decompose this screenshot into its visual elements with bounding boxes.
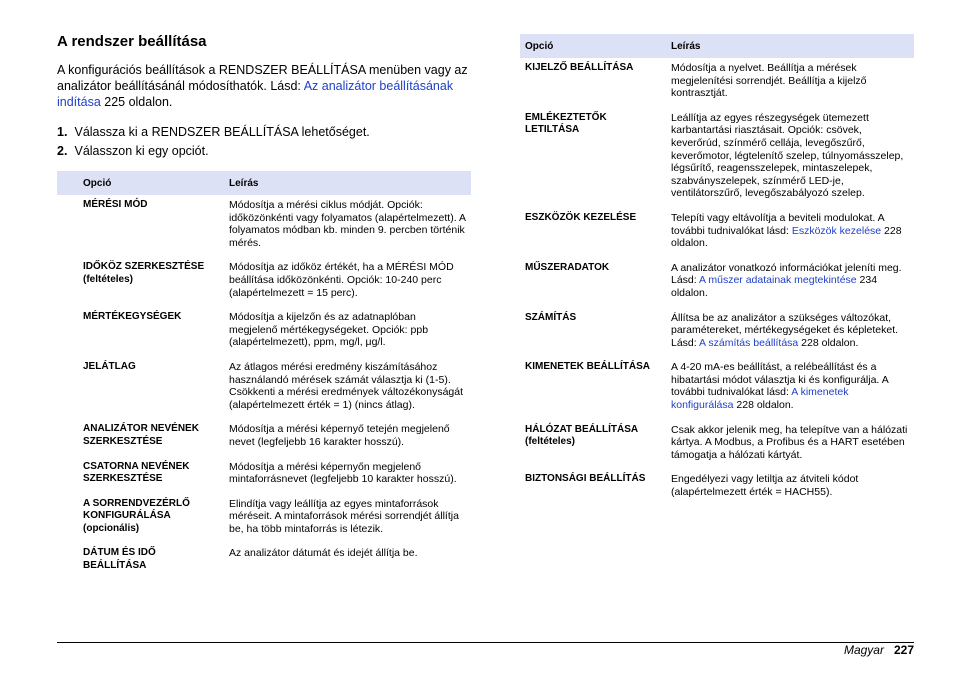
option-description: Engedélyezi vagy letiltja az átviteli kódot (alapértelmezett érték = HACH55).	[671, 473, 859, 499]
option-name: KIJELZŐ BEÁLLÍTÁSA	[525, 62, 634, 73]
option-name: CSATORNA NEVÉNEK SZERKESZTÉSE	[83, 460, 190, 485]
option-description: Módosítja az időköz értékét, ha a MÉRÉSI MÓD beállítása időközönkénti. Opciók: 10-240 perc (alapértelmezett = 15 perc).	[229, 261, 454, 299]
table-row	[520, 357, 914, 419]
table-row	[57, 257, 471, 307]
table-row	[520, 308, 914, 358]
option-description	[666, 258, 914, 308]
options-table-right	[520, 34, 914, 507]
step-text: Válasszon ki egy opciót.	[74, 144, 209, 158]
table-row	[57, 195, 471, 257]
option-description: Az átlagos mérési eredmény kiszámításához használandó mérések számát választja ki (1-5). Csökkenti a mérési eredmények változékonyságát (alapértelmezett érték = 1) (nincs átlag).	[229, 360, 464, 411]
step-text: Válassza ki a RENDSZER BEÁLLÍTÁSA lehetőséget.	[74, 125, 370, 139]
description-text-after: 228 oldalon.	[798, 336, 859, 349]
option-name: A SORRENDVEZÉRLŐ KONFIGURÁLÁSA (opcionális)	[83, 497, 190, 534]
intro-text: A konfigurációs beállítások a RENDSZER BEÁLLÍTÁSA menüben vagy az analizátor beállításánál módosíthatók. Lásd:	[57, 63, 468, 93]
step-number: 2.	[57, 144, 68, 158]
intro-link[interactable]: Az analizátor beállításának indítása	[57, 79, 454, 109]
table-row	[57, 419, 471, 456]
cross-reference-link[interactable]: A számítás beállítása	[699, 336, 799, 349]
description-text-after: 228 oldalon.	[733, 399, 794, 412]
option-description: Az analizátor dátumát és idejét állítja be.	[229, 547, 418, 560]
option-description: Módosítja a nyelvet. Beállítja a mérések megjelenítési sorrendjét. Beállítja a kijelző kontrasztját.	[671, 62, 867, 100]
option-name: MŰSZERADATOK	[525, 261, 610, 273]
table-row	[520, 469, 914, 506]
option-name: KIMENETEK BEÁLLÍTÁSA	[525, 361, 650, 373]
table-row	[57, 457, 471, 494]
cross-reference-link[interactable]: A műszer adatainak megtekintése	[699, 274, 857, 287]
option-name: IDŐKÖZ SZERKESZTÉSE (feltételes)	[83, 261, 205, 285]
description-text: Állítsa be az analizátor a szükséges változókat, paramétereket, mértékegységeket és képleteket. Lásd:	[671, 311, 899, 349]
option-description: Módosítja a kijelzőn és az adatnaplóban megjelenő mértékegységeket. Opciók: ppb (alapértelmezett), ppm, mg/l, μg/l.	[229, 311, 429, 349]
description-text-after: 228 oldalon.	[671, 224, 902, 250]
table-row	[57, 307, 471, 357]
table-row	[520, 208, 914, 258]
option-description: Leállítja az egyes részegységek ütemezett karbantartási riasztásait. Opciók: csövek, keverőrúd, színmérő cellája, levegőszűrő, keverőmotor, légtelenítő szelep, túlnyomásszelep, légsűrítő, reagensszelepek, mintaszelepek, szabványszelepek, színmérő LED-je, ventilátorszűrő, levegőszabályozó szelep.	[671, 111, 904, 200]
table-row	[520, 420, 914, 470]
option-description: Módosítja a mérési képernyőn megjelenő mintaforrásnevet (legfeljebb 10 karakter hosszú).	[229, 460, 457, 486]
table-row	[57, 494, 471, 544]
option-name: HÁLÓZAT BEÁLLÍTÁSA (feltételes)	[525, 423, 638, 448]
step-number: 1.	[57, 125, 68, 139]
section-heading: A rendszer beállítása	[57, 33, 207, 50]
option-name: BIZTONSÁGI BEÁLLÍTÁS	[525, 473, 646, 485]
option-name: MÉRÉSI MÓD	[83, 199, 148, 210]
table-row	[520, 258, 914, 308]
steps-list	[57, 124, 471, 159]
options-table-left	[57, 171, 471, 581]
page-number: 227	[893, 643, 914, 657]
option-description	[666, 208, 914, 258]
cross-reference-link[interactable]: A kimenetek konfigurálása	[671, 386, 849, 412]
header-description: Leírás	[666, 34, 914, 58]
step-item	[57, 124, 471, 140]
option-name: MÉRTÉKEGYSÉGEK	[83, 311, 182, 323]
description-text: A analizátor vonatkozó információkat jeleníti meg. Lásd:	[671, 261, 902, 287]
option-description: Módosítja a mérési képernyő tetején megjelenő nevet (legfeljebb 16 karakter hosszú).	[229, 423, 450, 448]
option-description	[666, 357, 914, 419]
intro-paragraph	[57, 62, 471, 110]
option-description	[666, 308, 914, 358]
table-row	[57, 543, 471, 580]
option-name: DÁTUM ÉS IDŐ BEÁLLÍTÁSA	[83, 547, 156, 572]
left-column	[57, 32, 471, 581]
description-text: Telepíti vagy eltávolítja a beviteli modulokat. A további tudnivalókat lásd:	[671, 211, 885, 237]
table-row	[57, 357, 471, 419]
table-row	[520, 108, 914, 208]
header-option: Opció	[57, 171, 224, 195]
option-name: EMLÉKEZTETŐK LETILTÁSA	[525, 111, 607, 136]
description-text: A 4-20 mA-es beállítást, a relébeállítást és a hibatartási módot választja ki és konfigurálja. A további tudnivalókat lásd:	[671, 361, 889, 399]
cross-reference-link[interactable]: Eszközök kezelése	[791, 224, 882, 237]
header-option: Opció	[520, 34, 666, 58]
option-description: Csak akkor jelenik meg, ha telepítve van a hálózati kártya. A Modbus, a Profibus és a HART esetében támogatja a hálózati kártyát.	[671, 423, 908, 461]
footer-language: Magyar	[843, 643, 884, 657]
step-item	[57, 143, 471, 159]
option-description: Módosítja a mérési ciklus módját. Opciók: időközönkénti vagy folyamatos (alapértelmezett). A folyamatos módban kb. minden 9. percben történik mérés.	[229, 199, 466, 249]
page-footer	[844, 643, 914, 657]
option-name: SZÁMÍTÁS	[525, 311, 577, 323]
intro-text-after: 225 oldalon.	[100, 95, 173, 109]
description-text-after: 234 oldalon.	[671, 274, 878, 299]
option-name: ESZKÖZÖK KEZELÉSE	[525, 211, 637, 223]
table-row	[520, 58, 914, 108]
right-column	[520, 34, 914, 507]
header-description: Leírás	[224, 171, 471, 195]
table-header-row	[57, 171, 471, 195]
table-header-row	[520, 34, 914, 58]
option-description: Elindítja vagy leállítja az egyes mintaforrások méréseit. A mintaforrások mérési sorrendjét állítja be, ha több mintaforrás is létezik.	[229, 497, 459, 535]
footer-divider	[57, 642, 914, 643]
option-name: ANALIZÁTOR NEVÉNEK SZERKESZTÉSE	[83, 423, 199, 447]
option-name: JELÁTLAG	[83, 360, 136, 372]
